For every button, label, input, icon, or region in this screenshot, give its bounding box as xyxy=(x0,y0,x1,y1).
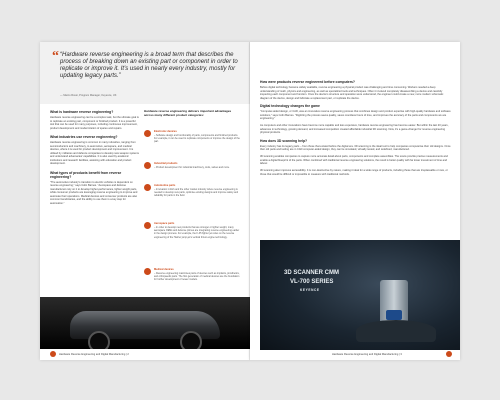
sidebar-item-heading: Industrial products xyxy=(154,162,178,165)
section-text: Hardware reverse engineering is common in many industries, ranging from semiconductors and machinery, to automotive, aerospace, and medical devices, where it is used for product development and improvement. It is utilised by militaries and defence companies to develop new weapon systems and understand adversaries' capabilities. It is also used by academic institutions and research facilities, assisting with education and product development. xyxy=(50,141,139,165)
brand-logo-icon xyxy=(446,351,452,357)
section-heading: What industries use reverse engineering? xyxy=(50,135,118,139)
sidebar-item-electronic-devices xyxy=(144,130,240,160)
sidebar-item-heading: Automotive parts xyxy=(154,184,176,187)
sidebar-item-medical-devices xyxy=(144,268,240,294)
right-page xyxy=(250,42,460,360)
scanner-brand: KEYENCE xyxy=(300,288,320,292)
quote-attribution: — Marco Rossi, Program Manager, Keyence, UK xyxy=(60,94,117,97)
car-wheel xyxy=(88,331,110,349)
sidebar-item-text: – In order to develop new products that are stronger or lighter weight, many aerospace OEMs and defense primes are integrating reverse engineering earlier in the design process. For example, the F-35 fighter jet relies on the reverse engineering of the Harrier jump-jet's vertical thrust engine technology. xyxy=(154,226,240,239)
section-heading: What is hardware reverse engineering? xyxy=(50,110,114,114)
gear-icon xyxy=(144,130,151,137)
sidebar-item-heading: Medical devices xyxy=(154,268,174,271)
3d-scanner-image xyxy=(260,240,460,350)
benefits-sidebar xyxy=(144,110,240,295)
brand-logo-icon xyxy=(50,351,56,357)
scanner-base-shape xyxy=(356,320,436,342)
heart-icon xyxy=(144,268,151,275)
pull-quote-band xyxy=(40,42,250,104)
car-icon xyxy=(144,184,151,191)
section-heading: Digital technology changes the game xyxy=(260,104,320,108)
sidebar-item-industrial-products xyxy=(144,162,240,182)
sidebar-item-text: – Software design and functionality of parts, components and finished products. For example, it can be used to replicate components or improve the design of the part. xyxy=(154,134,240,144)
sidebar-item-text: – Innovation in EVs and the other market industry where reverse engineering is needed to develop new parts, optimise existing designs and improve safety and reliability for parts in the field. xyxy=(154,188,239,198)
sidebar-item-heading: Electronic devices xyxy=(154,130,177,133)
sidebar-item-heading: Aerospace parts xyxy=(154,222,175,225)
section-heading: What types of products benefit from reverse engineering? xyxy=(50,170,122,179)
section-text: "Computer-aided design, or CAD, was an innovative reverse engineering process that combines design and product expertise with high-quality hardware and software solutions," says Colin Barnes. "Digitizing the process saves quality, saves countless hours of time, and improves the accuracy of the parts and components we are engineering." As computers and other innovations have become more capable and less expensive, hardware reverse engineering has become easier. But within the last 20 years, advances in technology, growing demand, and increased competition created affordable industrial 3D scanning. Now, it's a game-changer for reverse engineering physical products. xyxy=(260,110,451,134)
quote-mark-icon: “ xyxy=(52,49,59,64)
scanner-title: 3D SCANNER CMM xyxy=(284,270,340,276)
sidebar-item-automotive-parts xyxy=(144,184,240,218)
section-text: "The automotive industry's transition to electric vehicles is dependent on reverse engineering," says Colin Barnes. "Aerospace and defense manufacturers rely on it to develop higher-performance, lighter weight parts, while consumer products are leveraging reverse engineering to improve and automate their operations. Medical devices and consumer products are also common beneficiaries, and the ability to use them is a key step for automation." xyxy=(50,180,138,205)
left-main-column xyxy=(50,110,140,205)
sidebar-item-aerospace-parts xyxy=(144,222,240,264)
section-text: Before digital technology became widely available, reverse engineering a physical product was challenging and time consuming. Workers needed a deep understanding of math, physics and engineering, as well as specialized tools and techniques. Often it involved completely disassembling a device and carefully inspecting each component and function. Once the device's structure and operation were understood, the engineer could create a new, more modern schematic diagram of the device, design and fabricate a replacement part, or replicate the device. xyxy=(260,86,444,100)
sports-car-image xyxy=(40,297,250,349)
section-heading: How were products reverse engineered before computers? xyxy=(260,80,355,84)
section-text: Hardware reverse engineering can be a complex task, but the ultimate goal is to replicate an existing part, component or finished product. It is a powerful tool that can be used for many purposes, including continuous improvement, product development and modernization of spares and repairs. xyxy=(50,116,139,130)
scanner-series: VL-700 SERIES xyxy=(290,279,334,285)
pull-quote: “Hardware reverse engineering is a broad term that describes the process of breaking down an existing part or component in order to replicate or improve it. It’s used in nearly every industry, mostly for updating legacy parts.” xyxy=(60,52,238,79)
page-footer: Hardware Reverse Engineering and Digital Manufacturing | 2 xyxy=(59,353,129,356)
section-heading: How does 3D scanning help? xyxy=(260,138,308,143)
sidebar-item-text: – Reverse engineering maximises parts of devices such as implants, prosthetics, and orthopaedic parts. The first generation of medical devices are the foundation for further development of newer models. xyxy=(154,272,240,282)
left-page xyxy=(40,42,250,360)
section-text: Every industry has its legacy parts – from those that existed before the digital era. 3D scanning is the ideal tool to help companies computerise their old designs. Once their old parts and tooling are in CAD computer-aided design, they can be simulated, virtually tested, and redefined, manufactured. 3D scanning enables companies to capture more accurate detail about parts, components and complete assemblies. The scans provide precise measurements and enable a digital blueprint of the parts. When combined with traditional reverse engineering solutions, the result is better quality with far lower investment of time and labour. 3D scanning also improves accessibility. It is non-destructive by nature, making it ideal for a wide range of products, including those that are irreplaceable or rare, or those that would be difficult or impossible to measure with traditional methods. xyxy=(260,144,451,176)
scanner-lens-shape xyxy=(386,310,402,320)
right-main-column xyxy=(260,80,452,176)
page-footer: Hardware Reverse Engineering and Digital Manufacturing | 3 xyxy=(332,353,402,356)
sidebar-item-text: – Product development for industrial machinery, tools, valves and more. xyxy=(154,166,230,169)
sidebar-title: Hardware reverse engineering delivers important advantages across many different product categories: xyxy=(144,109,232,117)
plane-icon xyxy=(144,222,151,229)
car-wheel xyxy=(180,331,202,349)
wrench-icon xyxy=(144,162,151,169)
